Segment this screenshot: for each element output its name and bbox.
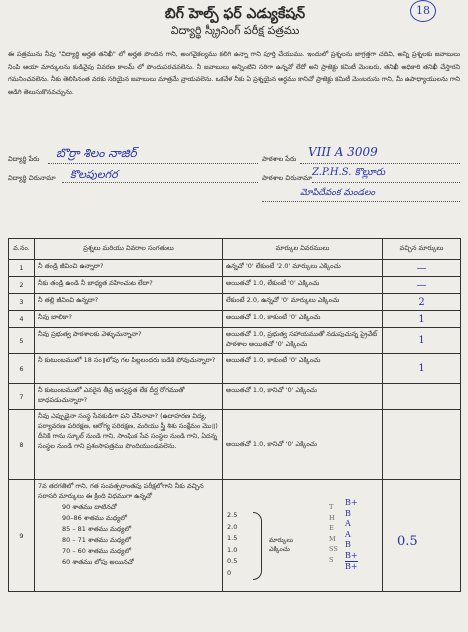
school-address-line [312, 182, 460, 183]
student-name-line [48, 163, 258, 164]
scale-value: 1.5 [227, 534, 238, 542]
grade-range-item: 60 శాతము లోపు అయినచో [62, 558, 134, 566]
grade-range-item: 80 – 71 శాతము మధ్యలో [62, 536, 132, 544]
scale-value: 2.0 [227, 522, 238, 531]
subject-grade: B+ [345, 550, 358, 560]
grade-range-item: 90 శాతము దాటినచో [62, 503, 117, 511]
scale-value: 0.5 [227, 557, 238, 565]
row-marks-obtained[interactable]: 1 [383, 311, 461, 328]
subject-column [329, 502, 338, 565]
subject-letter: E [329, 524, 334, 532]
table-row [9, 384, 461, 410]
row-marks-details: ఉన్నచో '0' లేకుంటే '2.0' మార్కులు ఎక్కించు [223, 260, 383, 277]
subject-grade: B+ [345, 498, 358, 507]
grades-score[interactable]: 0.5 [397, 534, 418, 549]
row-marks-obtained-grades[interactable] [383, 480, 461, 592]
school-address-line-2 [262, 201, 460, 202]
row-marks-details: అయితచో 1.0, లేకుంటే '0' ఎక్కించు [223, 277, 383, 294]
row-marks-obtained[interactable] [383, 410, 461, 480]
screening-questions-table [8, 238, 461, 592]
row-question: నీకు తండ్రి ఉండి నీ బాధ్యత వహించుట లేదా? [35, 277, 223, 294]
table-row [9, 294, 461, 311]
subject-grade: B [345, 508, 351, 518]
row-number: 1 [9, 260, 35, 277]
subject-grade: A [345, 519, 351, 528]
subject-letter: T [329, 503, 334, 511]
table-row-grades [9, 480, 461, 592]
student-address-label: విద్యార్థి చిరునామా [8, 174, 56, 182]
school-address-label: పాఠశాల చిరునామా [262, 174, 313, 182]
row-marks-details: అయితచో 1.0, కాకుంటే '0' ఎక్కించు [223, 354, 383, 384]
header-serial: వ.నం. [9, 239, 35, 260]
table-row [9, 277, 461, 294]
grades-question-text: 7వ తరగతిలో గాని, గత సంవత్సరాంతపు పరీక్షలోగాని నీకు వచ్చిన సరాసరి మార్కులు ఈ క్రింది విధముగా ఉన్నచో [38, 482, 204, 500]
scale-value: 2.5 [227, 511, 238, 519]
row-marks-obtained[interactable]: 1 [383, 328, 461, 354]
marks-scale [227, 510, 237, 579]
row-number: 9 [9, 480, 35, 592]
subject-grades [345, 498, 358, 573]
student-name-label: విద్యార్థి పేరు [8, 155, 40, 163]
row-marks-obtained[interactable]: 2 [383, 294, 461, 311]
row-marks-details: అయితచో 1.0, ప్రభుత్వ సహాయముతో నడుపుచున్న ప్రైవేట్ పాఠశాల అయితచో '0' ఎక్కించు [223, 328, 383, 354]
table-row [9, 410, 461, 480]
header-question: ప్రశ్నలు మరియు వివరాల సంగతులు [35, 239, 223, 260]
subject-grade: B [345, 540, 351, 549]
row-marks-details: అయితచో 1.0, కాకుంటే '0' ఎక్కించు [223, 311, 383, 328]
subject-letter: S [329, 555, 334, 564]
subject-letter: SS [329, 545, 338, 553]
student-name-value[interactable]: బొర్రా శిలం నాజిర్ [56, 146, 137, 160]
row-question: నీ కుటుంబములో 18 సం॥లోపు గల పిల్లలందరు బడికి పోవుచున్నారా? [35, 354, 223, 384]
row-marks-details-grades [223, 480, 383, 592]
row-question: నీ కుటుంబములో ఎవరైన తీవ్ర అస్వస్థత లేక దీర్ఘ రోగముతో బాధపడుచున్నారా? [35, 384, 223, 410]
row-question: నీవు ప్రభుత్వ పాఠశాలకు వెళ్ళుచున్నావా? [35, 328, 223, 354]
row-marks-obtained[interactable]: 1 [383, 354, 461, 384]
school-address-value[interactable]: Z.P.H.S. కొల్లూరు [312, 167, 386, 178]
row-question: నీవు ఎప్పుడైనా సంస్థ సేవకుడిగా పని చేసినావా? (ఉదాహరణ విద్య, పర్యావరణ పరిరక్షణ, ఆరోగ్య పరిరక్షణ, మరియు స్త్రీ శిశు సంక్షేమం మొ॥) దీనికి గాను స్కూల్ నుండి గాని, సాంఘిక సేవ సంస్థల నుండి గాని, ఏదన్న సంస్థల నుండి గాని ప్రశంసాపత్రము పొందియుండవలెను. [35, 410, 223, 480]
school-name-value[interactable]: VIII A 3009 [308, 145, 378, 159]
row-question-grades [35, 480, 223, 592]
subject-letter: M [329, 534, 336, 543]
table-row [9, 354, 461, 384]
instructions-paragraph: ఈ పత్రమును నీవు "విద్యార్థి అర్హత తనిఖీ" లో అర్హత పొందిన గాని, అంగవైకల్యము కలిగి ఉన్నా గాని పూర్తి చేయుము. ఇందులో ప్రశ్నలను జాగ్రత్తగా చదివి, అన్ని ప్రశ్నలకు జవాబులు నింపి ఆయా మార్కులను కుడివైపు వివరణ కాలమ్ లో పొందుపరచవలెను. నీ జవాబులు అన్నింటిని సరిగా ఉన్నవో లేదో అని ప్రాజెక్టు కమిటీ మెంబరు, తనిఖీ అధికారి తనిఖీ చేస్తారని గమనించవలెను. నీకు తెలిసినంత వరకు సరియైన జవాబులు మాత్రమే వ్రాయవలెను. ఒకవేళ నీకు ఏ ప్రశ్నయైన అర్థము కానిచో ప్రాజెక్టు కమిటీ మెంబరును గాని, మీ ఉపాధ్యాయులను గాని అడిగి తెలుసుకొనవచ్చును. [8, 50, 460, 96]
row-marks-details: అయితచో 1.0, కానిచో '0' ఎక్కించు [223, 384, 383, 410]
row-marks-details: లేకుంటే 2.0, ఉన్నచో '0' మార్కులు ఎక్కించు [223, 294, 383, 311]
row-marks-obtained[interactable] [383, 384, 461, 410]
row-number: 8 [9, 410, 35, 480]
row-question: నీ తండ్రి జీవించి ఉన్నారా? [35, 260, 223, 277]
grade-range-item: 70 – 60 శాతము మధ్యలో [62, 547, 132, 555]
row-number: 3 [9, 294, 35, 311]
header-details: మార్కుల వివరములు [223, 239, 383, 260]
grade-range-item: 85 – 81 శాతము మధ్యలో [62, 525, 132, 533]
header-marks: వచ్చిన మార్కులు [383, 239, 461, 260]
scale-brace [253, 512, 262, 580]
scale-value: 1.0 [227, 545, 238, 554]
scale-value: 0 [227, 568, 232, 577]
row-question: నీవు బాలికా? [35, 311, 223, 328]
row-question: నీ తల్లి జీవించి ఉన్నదా? [35, 294, 223, 311]
row-number: 4 [9, 311, 35, 328]
subject-letter: H [329, 513, 335, 522]
row-number: 6 [9, 354, 35, 384]
row-number: 5 [9, 328, 35, 354]
grade-range-item: 90–86 శాతము మధ్యలో [62, 514, 127, 522]
table-row [9, 328, 461, 354]
row-marks-obtained[interactable]: — [383, 260, 461, 277]
table-row [9, 311, 461, 328]
row-marks-details: అయితచో 1.0, కానిచో '0' ఎక్కించు [223, 410, 383, 480]
marks-entry-text: మార్కులు ఎక్కించు [269, 537, 294, 553]
row-number: 7 [9, 384, 35, 410]
table-row [9, 260, 461, 277]
form-subtitle: విద్యార్థి స్క్రీనింగ్ పరీక్ష పత్రము [170, 24, 300, 37]
school-name-label: పాఠశాల పేరు [262, 155, 297, 163]
school-name-line [300, 163, 460, 164]
subject-grade: A [345, 529, 351, 539]
school-address-value-2[interactable]: మోపిదేవంక మండలం [300, 188, 376, 198]
grade-ranges-list [38, 502, 219, 568]
student-address-value[interactable]: కొలపులగర [70, 168, 118, 181]
table-header-row [9, 239, 461, 260]
page-number: 18 [410, 0, 436, 22]
form-title: బిగ్ హెల్ప్ ఫర్ ఎడ్యుకేషన్ [164, 6, 306, 22]
row-marks-obtained[interactable]: — [383, 277, 461, 294]
overall-grade: B+ [345, 562, 358, 571]
row-number: 2 [9, 277, 35, 294]
